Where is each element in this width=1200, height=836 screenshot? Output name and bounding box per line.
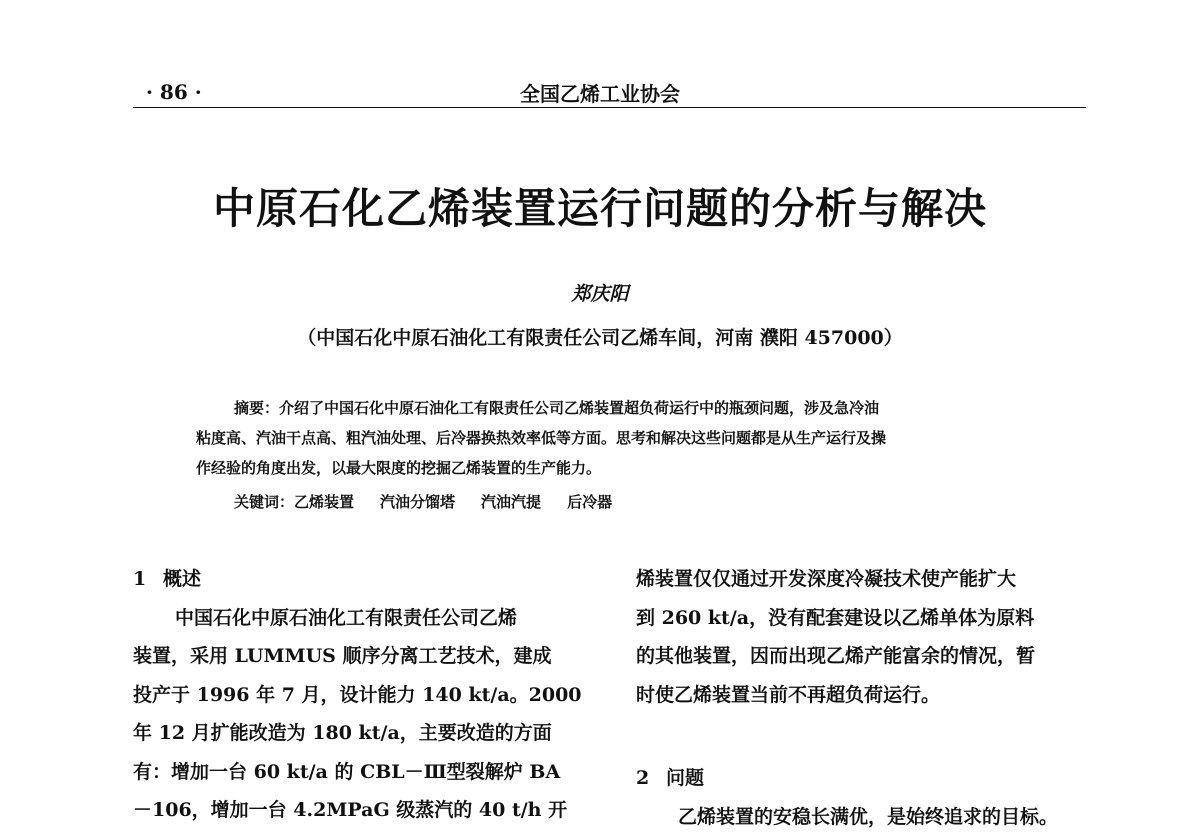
keywords-label: 关键词：	[234, 493, 294, 511]
keyword: 乙烯装置	[294, 493, 354, 511]
body-line: 乙烯装置的安稳长满优，是始终追求的目标。	[636, 798, 1088, 836]
section-heading	[636, 759, 1088, 798]
body-line: －106，增加一台 4.2MPaG 级蒸汽的 40 t/h 开	[133, 791, 593, 830]
left-column	[133, 560, 593, 830]
affiliation: （中国石化中原石油化工有限责任公司乙烯车间，河南 濮阳 457000）	[0, 323, 1200, 350]
section-number: 1	[133, 560, 163, 599]
running-header: 全国乙烯工业协会	[0, 78, 1200, 107]
abstract-line	[196, 393, 1028, 423]
body-line: 投产于 1996 年 7 月，设计能力 140 kt/a。2000	[133, 676, 593, 715]
body-line: 年 12 月扩能改造为 180 kt/a，主要改造的方面	[133, 714, 593, 753]
body-line: 到 260 kt/a，没有配套建设以乙烯单体为原料	[636, 599, 1088, 638]
body-line: 时使乙烯装置当前不再超负荷运行。	[636, 676, 1088, 715]
body-line: 装置，采用 LUMMUS 顺序分离工艺技术，建成	[133, 637, 593, 676]
abstract-label: 摘要：	[234, 399, 279, 417]
section-number: 2	[636, 759, 666, 798]
keyword: 后冷器	[567, 493, 612, 511]
abstract-line: 粘度高、汽油干点高、粗汽油处理、后冷器换热效率低等方面。思考和解决这些问题都是从生产运行及操	[196, 423, 1028, 453]
keyword: 汽油分馏塔	[380, 493, 455, 511]
abstract-line: 作经验的角度出发，以最大限度的挖掘乙烯装置的生产能力。	[196, 453, 1028, 483]
abstract	[196, 393, 1028, 483]
body-line: 有：增加一台 60 kt/a 的 CBL－Ⅲ型裂解炉 BA	[133, 753, 593, 792]
abstract-text: 介绍了中国石化中原石油化工有限责任公司乙烯装置超负荷运行中的瓶颈问题，涉及急冷油	[279, 399, 879, 417]
header-rule	[133, 107, 1086, 108]
right-column	[636, 560, 1088, 836]
body-line: 烯装置仅仅通过开发深度冷凝技术使产能扩大	[636, 560, 1088, 599]
section-title: 问题	[666, 767, 704, 789]
section-gap	[636, 714, 1088, 759]
page-number: · 86 ·	[146, 80, 202, 104]
keyword: 汽油汽提	[481, 493, 541, 511]
author: 郑庆阳	[0, 279, 1200, 306]
section-heading	[133, 560, 593, 599]
body-line: 中国石化中原石油化工有限责任公司乙烯	[133, 599, 593, 638]
keywords	[234, 491, 638, 512]
body-line: 的其他装置，因而出现乙烯产能富余的情况，暂	[636, 637, 1088, 676]
paper-title: 中原石化乙烯装置运行问题的分析与解决	[0, 176, 1200, 236]
section-title: 概述	[163, 568, 201, 590]
